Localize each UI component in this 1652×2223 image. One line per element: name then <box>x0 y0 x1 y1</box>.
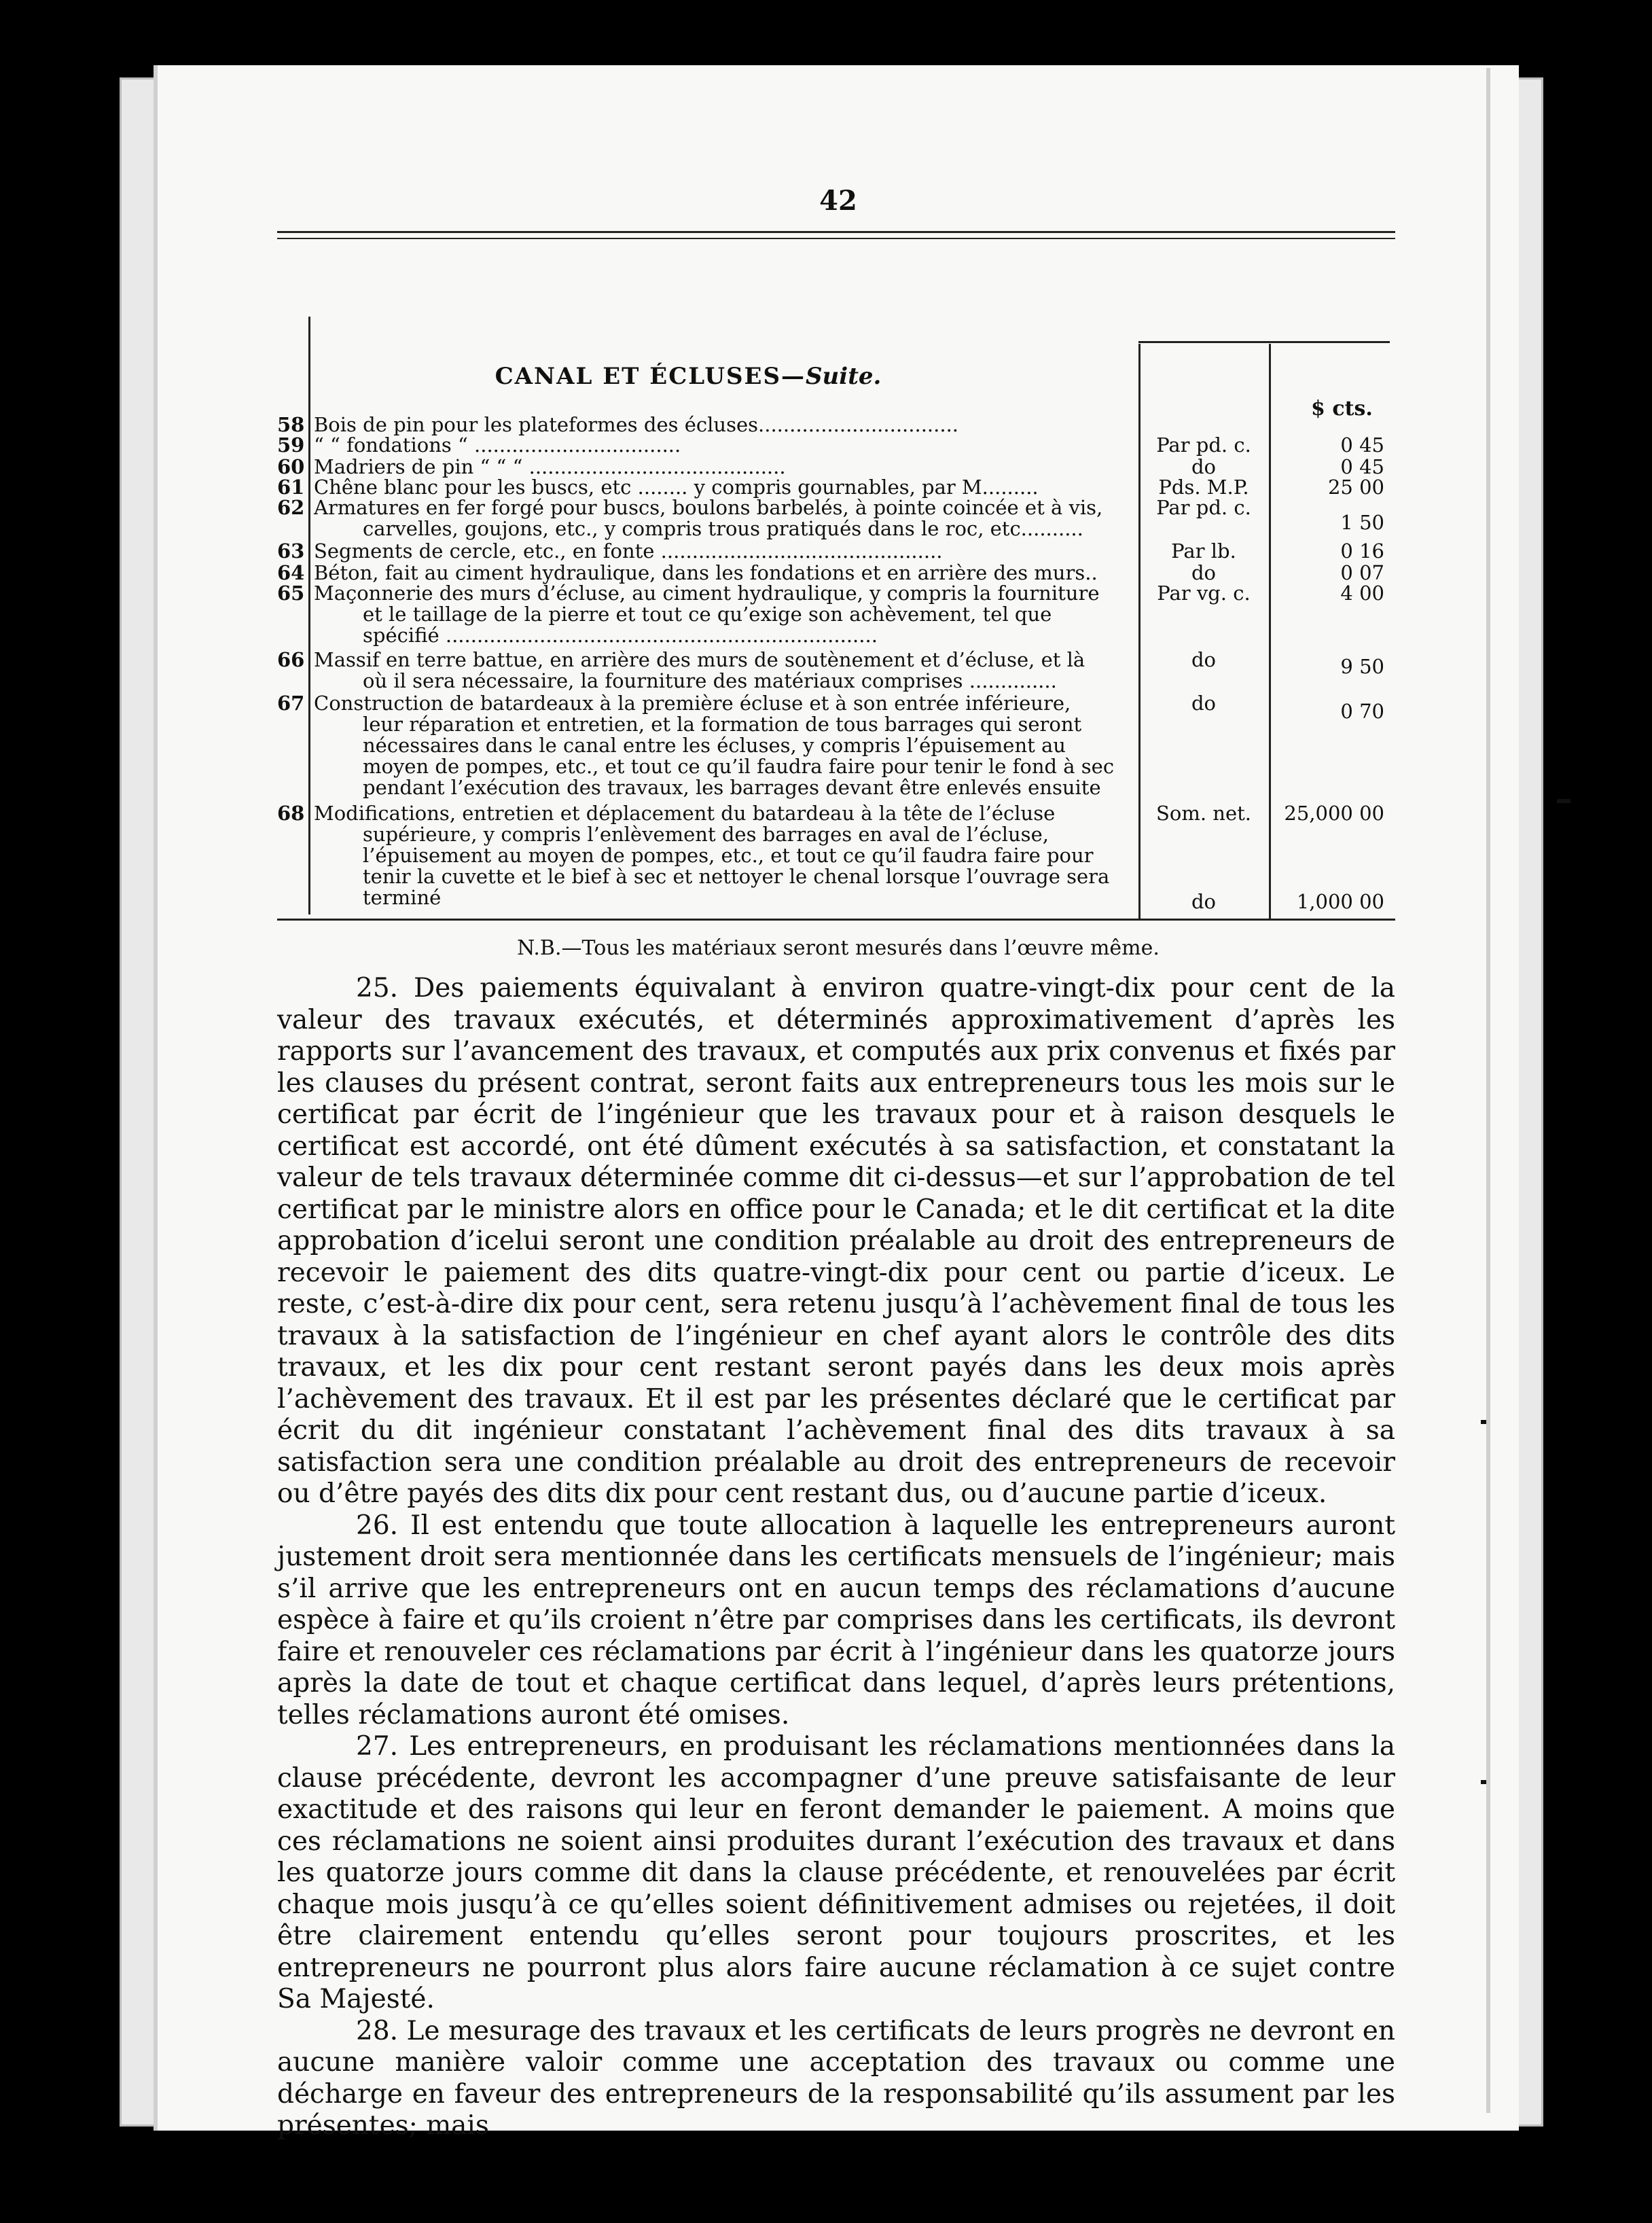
nb-note: N.B.—Tous les matériaux seront mesurés dans l’œuvre même. <box>517 936 1160 960</box>
row-unit: do <box>1191 648 1217 671</box>
binding-edge <box>1486 68 1490 2113</box>
table-title-main: CANAL ET ÉCLUSES— <box>495 363 806 390</box>
row-description: Béton, fait au ciment hydraulique, dans les fondations et en arrière des murs.. <box>314 561 1098 584</box>
row-number: 61 <box>277 476 305 499</box>
page-number: 42 <box>819 185 857 217</box>
row-unit: Par lb. <box>1171 539 1236 563</box>
row-price: 0 70 <box>1340 700 1384 723</box>
row-unit: Par pd. c. <box>1156 433 1251 457</box>
row-unit: do <box>1191 455 1217 478</box>
row-unit: Par pd. c. <box>1156 496 1251 519</box>
row-number: 60 <box>277 455 305 478</box>
row-price: 0 45 <box>1340 455 1384 478</box>
paragraph-27: 27. Les entrepreneurs, en produisant les réclamations mentionnées dans la clause précédente, devront les accompagner d’une preuve satisfaisante de leur exactitude et des raisons qui leur en feront demander le paiement. A moins que ces réclamations ne soient ainsi produites durant l’exécution des travaux et dans les quatorze jours comme dit dans la clause précédente, et renouvelées par écrit chaque mois jusqu’à ce qu’elles soient définitivement admises ou rejetées, il doit être clairement entendu qu’elles seront pour toujours proscrites, et les entrepreneurs ne pourront plus alors faire aucune réclamation à ce sujet contre Sa Majesté. <box>277 1731 1395 2014</box>
margin-mark <box>1557 799 1570 803</box>
paragraph-26: 26. Il est entendu que toute allocation à laquelle les entrepreneurs auront justement droit sera mentionnée dans les certificats mensuels de l’ingénieur; mais s’il arrive que les entrepreneurs ont en aucun temps des réclamations d’aucune espèce à faire et qu’ils croient n’être par comprises dans les certificats, ils devront faire et renouveler ces réclamations par écrit à l’ingénieur dans les quatorze jours après la date de tout et chaque certificat dans lequel, d’après leurs prétentions, telles réclamations auront été omises. <box>277 1510 1395 1730</box>
body-text <box>277 973 1395 2142</box>
row-number: 63 <box>277 539 305 563</box>
row-unit: do <box>1191 890 1217 913</box>
row-number: 67 <box>277 692 305 715</box>
table-title <box>318 363 1058 390</box>
row-unit: Par vg. c. <box>1157 582 1251 605</box>
row-description: Maçonnerie des murs d’écluse, au ciment hydraulique, y compris la fourniture et le taillage de la pierre et tout ce qu’exige son achèvement, tel que spécifié ..................................................................... <box>314 582 1100 647</box>
row-unit: Som. net. <box>1156 802 1251 825</box>
row-price: 9 50 <box>1340 655 1384 678</box>
row-number: 64 <box>277 561 305 584</box>
row-number: 58 <box>277 413 305 436</box>
row-unit: do <box>1191 561 1217 584</box>
row-description: “ “ fondations “ ................................. <box>314 433 681 457</box>
row-price: 1 50 <box>1340 511 1384 534</box>
row-price: 0 45 <box>1340 433 1384 457</box>
row-price: 0 07 <box>1340 561 1384 584</box>
row-description: Massif en terre battue, en arrière des murs de soutènement et d’écluse, et là où il sera nécessaire, la fourniture des matériaux comprises .............. <box>314 648 1085 692</box>
row-price: 1,000 00 <box>1296 890 1384 913</box>
row-description: Segments de cercle, etc., en fonte ............................................. <box>314 539 943 563</box>
table-title-suffix: Suite. <box>806 363 882 390</box>
row-number: 68 <box>277 802 305 825</box>
row-description: Bois de pin pour les plateformes des écluses................................ <box>314 413 958 436</box>
row-unit: Pds. M.P. <box>1158 476 1249 499</box>
currency-header: $ cts. <box>1311 397 1373 421</box>
paragraph-25: 25. Des paiements équivalant à environ quatre-vingt-dix pour cent de la valeur des travaux exécutés, et déterminés approximativement d’après les rapports sur l’avancement des travaux, et computés aux prix convenus et fixés par les clauses du présent contrat, seront faits aux entrepreneurs tous les mois sur le certificat par écrit de l’ingénieur que les travaux pour et à raison desquels le certificat est accordé, ont été dûment exécutés à sa satisfaction, et constatant la valeur de tels travaux déterminée comme dit ci-dessus—et sur l’approbation de tel certificat par le ministre alors en office pour le Canada; et le dit certificat et la dite approbation d’icelui seront une condition préalable au droit des entrepreneurs de recevoir le paiement des dits quatre-vingt-dix pour cent ou partie d’iceux. Le reste, c’est-à-dire dix pour cent, sera retenu jusqu’à l’achèvement final de tous les travaux à la satisfaction de l’ingénieur en chef ayant alors le contrôle des dits travaux, et les dix pour cent restant seront payés dans les deux mois après l’achèvement des travaux. Et il est par les présentes déclaré que le certificat par écrit du dit ingénieur constatant l’achèvement final des dits travaux à sa satisfaction sera une condition préalable au droit des entrepreneurs de recevoir ou d’être payés des dits dix pour cent restant dus, ou d’aucune partie d’iceux. <box>277 973 1395 1509</box>
row-price: 0 16 <box>1340 539 1384 563</box>
document-page <box>158 65 1519 2141</box>
row-unit: do <box>1191 692 1217 715</box>
row-price: 4 00 <box>1340 582 1384 605</box>
row-number: 59 <box>277 433 305 457</box>
row-number: 65 <box>277 582 305 605</box>
row-description: Madriers de pin “ “ “ ......................................... <box>314 455 786 478</box>
table-left-border <box>308 317 310 914</box>
top-rule <box>277 231 1395 233</box>
row-description: Chêne blanc pour les buscs, etc ........ y compris gournables, par M......... <box>314 476 1039 499</box>
row-number: 66 <box>277 648 305 671</box>
row-description: Armatures en fer forgé pour buscs, boulons barbelés, à pointe coincée et à vis, carvelles, goujons, etc., y compris trous pratiqués dans le roc, etc.......... <box>314 496 1103 540</box>
row-description: Construction de batardeaux à la première écluse et à son entrée inférieure, leur réparation et entretien, et la formation de tous barrages qui seront nécessaires dans le canal entre les écluses, y compris l’épuisement au moyen de pompes, etc., et tout ce qu’il faudra faire pour tenir le fond à sec pendant l’exécution des travaux, les barrages devant être enlevés ensuite <box>314 692 1115 799</box>
table-bottom-rule <box>277 919 1395 921</box>
table-header-rule <box>1138 341 1390 343</box>
paragraph-28: 28. Le mesurage des travaux et les certificats de leurs progrès ne devront en aucune manière valoir comme une acceptation des travaux ou comme une décharge en faveur des entrepreneurs de la responsabilité qu’ils assument par les présentes; mais <box>277 2015 1395 2141</box>
row-description: Modifications, entretien et déplacement du batardeau à la tête de l’écluse supérieure, y compris l’enlèvement des barrages en aval de l’écluse, l’épuisement au moyen de pompes, etc., et tout ce qu’il faudra faire pour tenir la cuvette et le bief à sec et nettoyer le chenal lorsque l’ouvrage sera terminé <box>314 802 1110 909</box>
price-table <box>277 269 1395 925</box>
table-price-divider <box>1269 344 1271 919</box>
table-unit-divider <box>1138 344 1141 919</box>
row-number: 62 <box>277 496 305 519</box>
row-price: 25,000 00 <box>1284 802 1384 825</box>
top-rule-thin <box>277 238 1395 239</box>
row-price: 25 00 <box>1327 476 1384 499</box>
